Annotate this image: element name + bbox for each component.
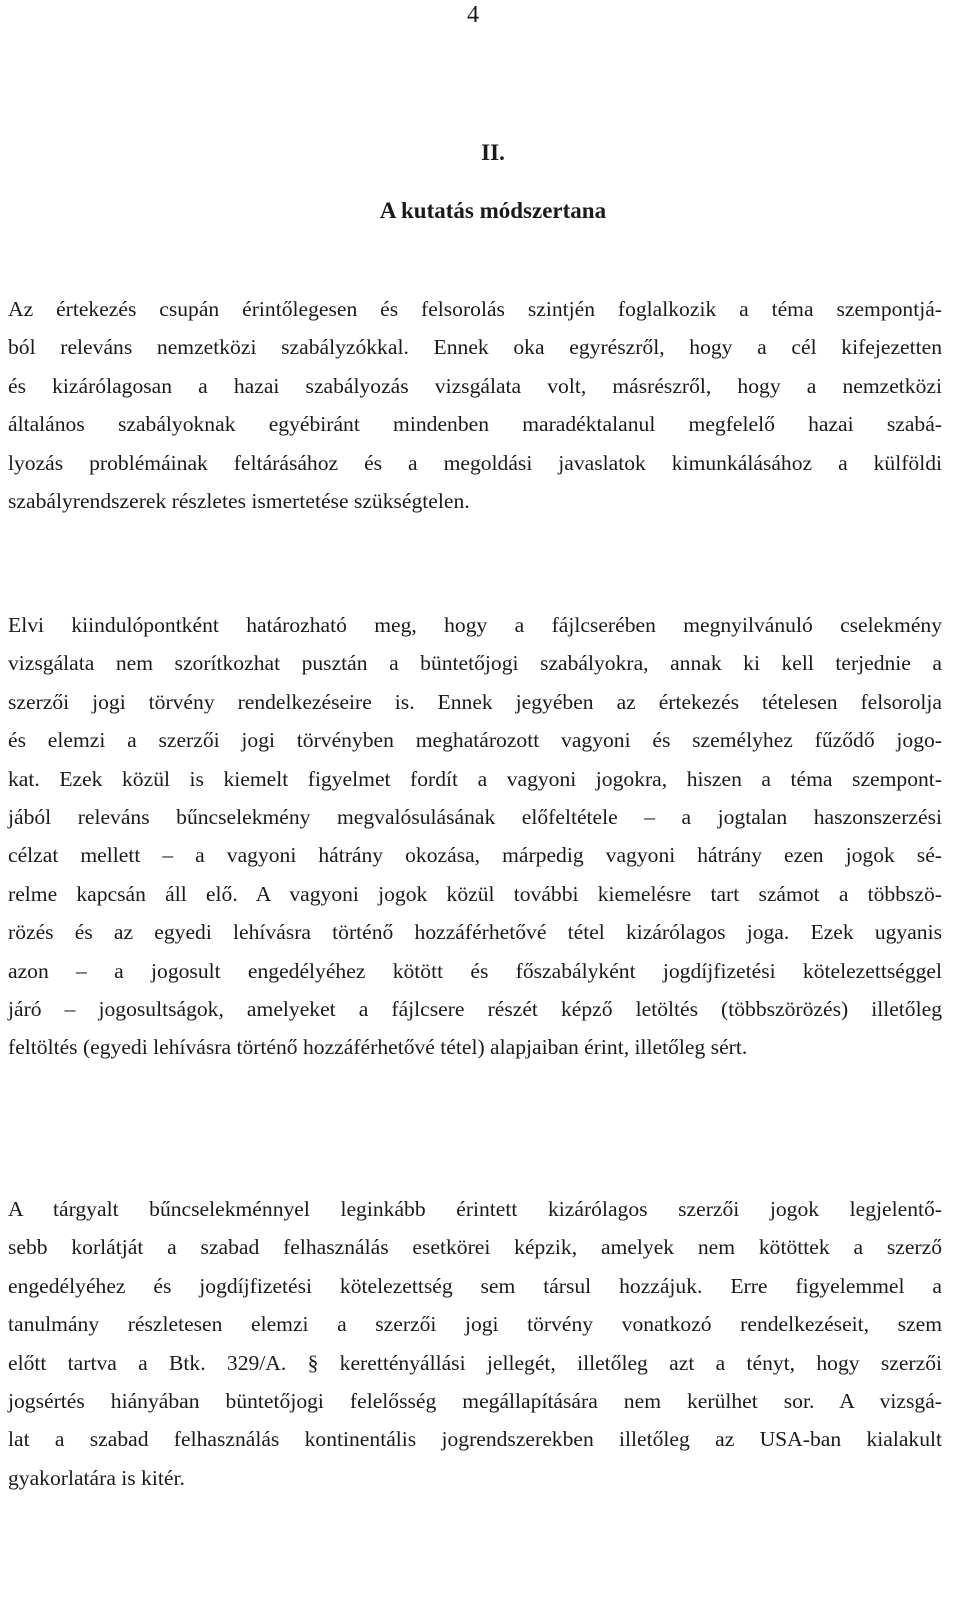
page-number: 4 [467, 2, 479, 28]
text-line: jából releváns bűncselekmény megvalósulásának előfeltétele – a jogtalan haszonszerzési [8, 805, 942, 830]
paragraph-2 [8, 606, 942, 1067]
text-line: kat. Ezek közül is kiemelt figyelmet fordít a vagyoni jogokra, hiszen a téma szempont- [8, 766, 942, 791]
text-line: és kizárólagosan a hazai szabályozás vizsgálata volt, másrészről, hogy a nemzetközi [8, 373, 942, 398]
text-line: előtt tartva a Btk. 329/A. § kerettényállási jellegét, illetőleg azt a tényt, hogy szerzői [8, 1350, 942, 1375]
chapter-number: II. [481, 140, 505, 165]
text-line: célzat mellett – a vagyoni hátrány okozása, márpedig vagyoni hátrány ezen jogok sé- [8, 843, 942, 868]
text-line: jogsértés hiányában büntetőjogi felelősség megállapítására nem kerülhet sor. A vizsgá- [8, 1389, 942, 1414]
text-line: tanulmány részletesen elemzi a szerzői jogi törvény vonatkozó rendelkezéseit, szem [8, 1312, 942, 1337]
text-line: Az értekezés csupán érintőlegesen és felsorolás szintjén foglalkozik a téma szempontjá- [8, 297, 942, 321]
text-line: azon – a jogosult engedélyéhez kötött és főszabályként jogdíjfizetési kötelezettséggel [8, 958, 942, 983]
paragraph-3 [8, 1190, 942, 1497]
text-line: ból releváns nemzetközi szabályzókkal. Ennek oka egyrészről, hogy a cél kifejezetten [8, 335, 942, 360]
text-line: Elvi kiindulópontként határozható meg, hogy a fájlcserében megnyilvánuló cselekmény [8, 613, 942, 637]
text-line: szerzői jogi törvény rendelkezéseire is. Ennek jegyében az értekezés tételesen felsorolja [8, 689, 942, 714]
text-line: rözés és az egyedi lehívásra történő hozzáférhetővé tétel kizárólagos joga. Ezek ugyanis [8, 920, 942, 945]
text-line: relme kapcsán áll elő. A vagyoni jogok közül további kiemelésre tart számot a többszö- [8, 881, 942, 906]
text-line: szabályrendszerek részletes ismertetése szükségtelen. [8, 489, 470, 514]
text-line: járó – jogosultságok, amelyeket a fájlcsere részét képző letöltés (többszörözés) illetőleg [8, 997, 942, 1022]
text-line: A tárgyalt bűncselekménnyel leginkább érintett kizárólagos szerzői jogok legjelentő- [8, 1197, 942, 1221]
text-line: engedélyéhez és jogdíjfizetési kötelezettség sem társul hozzájuk. Erre figyelemmel a [8, 1273, 942, 1298]
text-line: feltöltés (egyedi lehívásra történő hozzáférhetővé tétel) alapjaiban érint, illetőleg sért. [8, 1035, 748, 1060]
chapter-title: A kutatás módszertana [379, 198, 607, 223]
text-line: általános szabályoknak egyébiránt mindenben maradéktalanul megfelelő hazai szabá- [8, 412, 942, 437]
text-line: vizsgálata nem szorítkozhat pusztán a büntetőjogi szabályokra, annak ki kell terjednie a [8, 651, 942, 676]
text-line: sebb korlátját a szabad felhasználás esetkörei képzik, amelyek nem kötöttek a szerző [8, 1235, 942, 1260]
text-line: és elemzi a szerzői jogi törvényben meghatározott vagyoni és személyhez fűződő jogo- [8, 728, 942, 753]
text-line: gyakorlatára is kitér. [8, 1465, 185, 1490]
text-line: lyozás problémáinak feltárásához és a megoldási javaslatok kimunkálásához a külföldi [8, 450, 942, 475]
text-line: lat a szabad felhasználás kontinentális jogrendszerekben illetőleg az USA-ban kialakult [8, 1427, 942, 1452]
paragraph-1 [8, 290, 942, 520]
